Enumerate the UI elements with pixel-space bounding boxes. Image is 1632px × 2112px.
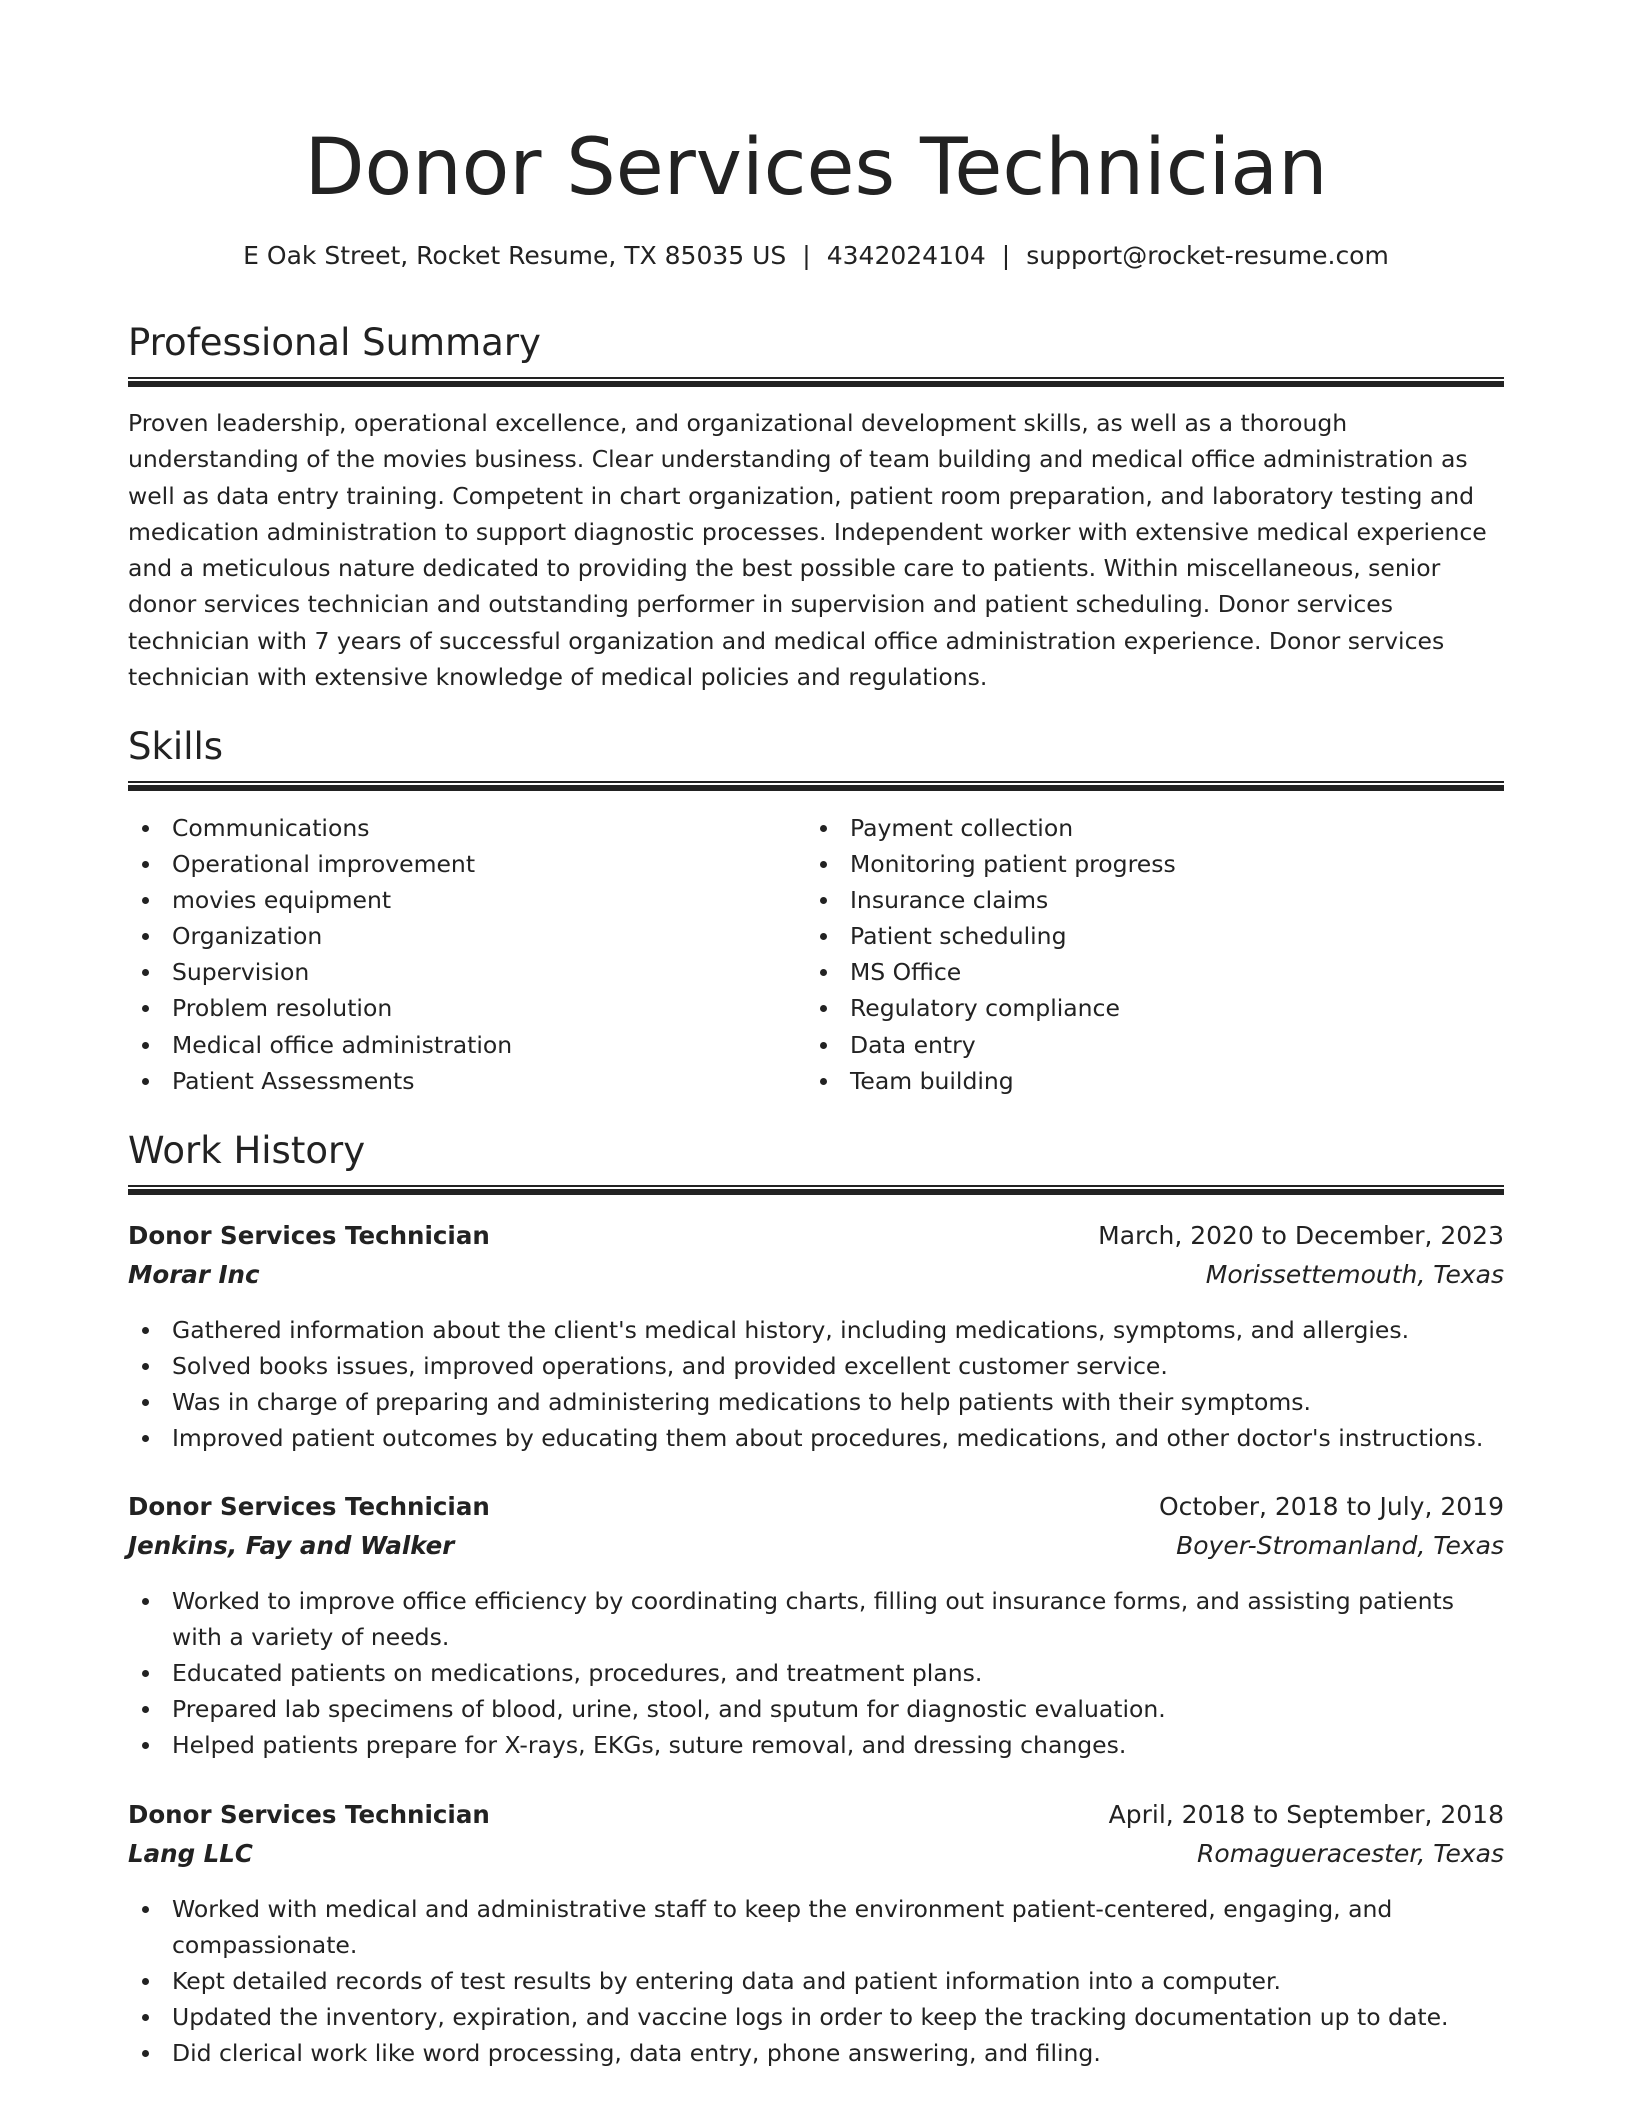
- contact-separator: |: [802, 241, 811, 270]
- job-bullet-list: [128, 1583, 1504, 1763]
- job-company: Morar Inc: [128, 1260, 260, 1289]
- skill-item: MS Office: [806, 954, 1466, 990]
- job-dates: April, 2018 to September, 2018: [1108, 1800, 1504, 1829]
- section-divider: [128, 377, 1504, 387]
- job-title: Donor Services Technician: [128, 1800, 490, 1829]
- job-title: Donor Services Technician: [128, 1492, 490, 1521]
- skill-item: Organization: [128, 918, 788, 954]
- job-entry: [128, 1218, 1504, 1456]
- section-title-work-history: Work History: [128, 1129, 366, 1172]
- section-divider: [128, 1185, 1504, 1195]
- job-bullet-list: [128, 1312, 1504, 1456]
- skill-item: Team building: [806, 1063, 1466, 1099]
- section-title-skills: Skills: [128, 725, 224, 768]
- summary-text: Proven leadership, operational excellence, and organizational development skills, as well as a thorough understanding of the movies business. Clear understanding of team building and medical office administration as well as data entry training. Competent in chart organization, patient room preparation, and laboratory testing and medication administration to support diagnostic processes. Independent worker with extensive medical experience and a meticulous nature dedicated to providing the best possible care to patients. Within miscellaneous, senior donor services technician and outstanding performer in supervision and patient scheduling. Donor services technician with 7 years of successful organization and medical office administration experience. Donor services technician with extensive knowledge of medical policies and regulations.: [128, 409, 1487, 692]
- skill-item: Monitoring patient progress: [806, 846, 1466, 882]
- skill-item: Payment collection: [806, 810, 1466, 846]
- job-bullet: Gathered information about the client's medical history, including medications, symptoms, and allergies.: [128, 1312, 1504, 1348]
- contact-address: E Oak Street, Rocket Resume, TX 85035 US: [243, 241, 787, 270]
- job-bullet: Educated patients on medications, procedures, and treatment plans.: [128, 1655, 1504, 1691]
- skill-item: Communications: [128, 810, 788, 846]
- job-bullet: Worked to improve office efficiency by coordinating charts, filling out insurance forms, and assisting patients with a variety of needs.: [128, 1583, 1504, 1655]
- section-divider: [128, 781, 1504, 791]
- job-bullet: Improved patient outcomes by educating them about procedures, medications, and other doctor's instructions.: [128, 1420, 1504, 1456]
- job-dates: March, 2020 to December, 2023: [1098, 1221, 1504, 1250]
- contact-line: [128, 238, 1504, 274]
- skill-item: Problem resolution: [128, 990, 788, 1026]
- contact-email[interactable]: support@rocket-resume.com: [1026, 241, 1389, 270]
- job-location: Romagueracester, Texas: [1197, 1839, 1504, 1868]
- skill-item: Patient Assessments: [128, 1063, 788, 1099]
- skill-item: Operational improvement: [128, 846, 788, 882]
- contact-phone[interactable]: 4342024104: [826, 241, 986, 270]
- skills-list-left: [128, 810, 788, 1099]
- contact-separator: |: [1001, 241, 1011, 270]
- job-bullet-list: [128, 1891, 1504, 2071]
- job-company: Lang LLC: [128, 1839, 253, 1868]
- job-bullet: Updated the inventory, expiration, and vaccine logs in order to keep the tracking documentation up to date.: [128, 1999, 1504, 2035]
- skill-item: movies equipment: [128, 882, 788, 918]
- job-entry: [128, 1489, 1504, 1763]
- job-location: Boyer-Stromanland, Texas: [1176, 1531, 1504, 1560]
- job-bullet: Worked with medical and administrative staff to keep the environment patient-centered, engaging, and compassionate.: [128, 1891, 1504, 1963]
- job-bullet: Did clerical work like word processing, data entry, phone answering, and filing.: [128, 2035, 1504, 2071]
- skill-item: Patient scheduling: [806, 918, 1466, 954]
- job-dates: October, 2018 to July, 2019: [1158, 1492, 1504, 1521]
- skill-item: Medical office administration: [128, 1027, 788, 1063]
- job-bullet: Was in charge of preparing and administering medications to help patients with their symptoms.: [128, 1384, 1504, 1420]
- job-bullet: Helped patients prepare for X-rays, EKGs, suture removal, and dressing changes.: [128, 1727, 1504, 1763]
- job-bullet: Solved books issues, improved operations, and provided excellent customer service.: [128, 1348, 1504, 1384]
- skill-item: Supervision: [128, 954, 788, 990]
- skill-item: Insurance claims: [806, 882, 1466, 918]
- candidate-name: Donor Services Technician: [304, 123, 1328, 213]
- job-company: Jenkins, Fay and Walker: [128, 1531, 455, 1560]
- job-entry: [128, 1797, 1504, 2071]
- job-bullet: Prepared lab specimens of blood, urine, stool, and sputum for diagnostic evaluation.: [128, 1691, 1504, 1727]
- skills-list-right: [806, 810, 1466, 1099]
- job-location: Morissettemouth, Texas: [1205, 1260, 1504, 1289]
- skill-item: Data entry: [806, 1027, 1466, 1063]
- job-title: Donor Services Technician: [128, 1221, 490, 1250]
- section-title-summary: Professional Summary: [128, 321, 541, 364]
- skill-item: Regulatory compliance: [806, 990, 1466, 1026]
- job-bullet: Kept detailed records of test results by entering data and patient information into a computer.: [128, 1963, 1504, 1999]
